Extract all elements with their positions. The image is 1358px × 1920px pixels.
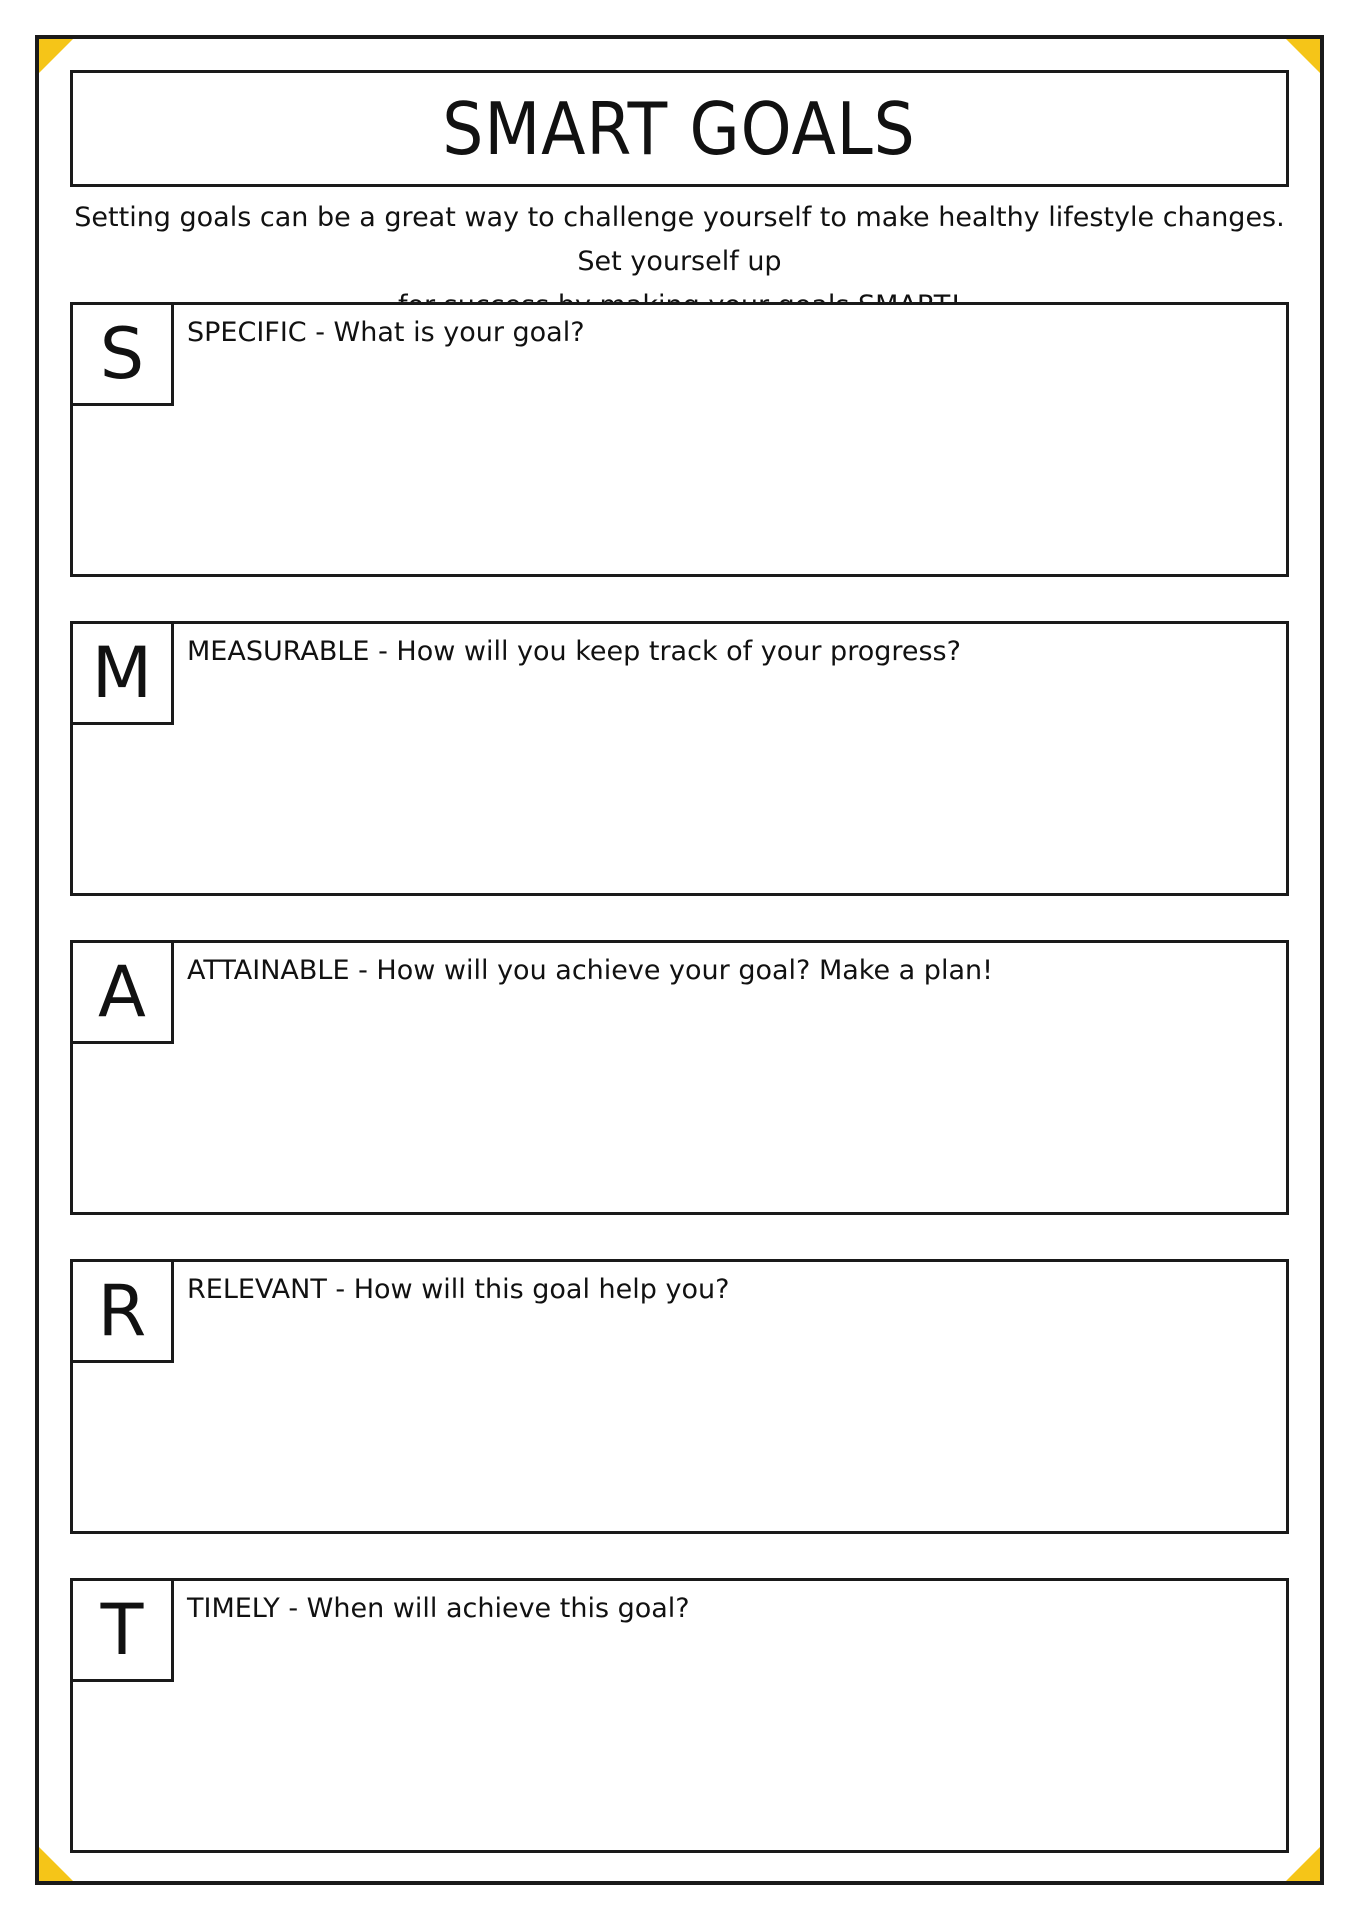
corner-decoration-bottom-left <box>39 1847 73 1881</box>
section-timely <box>70 1578 1289 1853</box>
letter-box-m: M <box>70 621 174 725</box>
page-title: SMART GOALS <box>442 86 917 171</box>
answer-area-measurable[interactable] <box>183 684 1276 883</box>
prompt-specific: SPECIFIC - What is your goal? <box>187 317 585 348</box>
letter-box-r: R <box>70 1259 174 1363</box>
section-measurable <box>70 621 1289 896</box>
letter-box-s: S <box>70 302 174 406</box>
corner-decoration-bottom-right <box>1286 1847 1320 1881</box>
corner-decoration-top-left <box>39 39 73 73</box>
letter-box-t: T <box>70 1578 174 1682</box>
prompt-attainable: ATTAINABLE - How will you achieve your goal? Make a plan! <box>187 955 993 986</box>
prompt-relevant: RELEVANT - How will this goal help you? <box>187 1274 730 1305</box>
section-specific <box>70 302 1289 577</box>
section-attainable <box>70 940 1289 1215</box>
section-relevant <box>70 1259 1289 1534</box>
answer-area-relevant[interactable] <box>183 1322 1276 1521</box>
prompt-measurable: MEASURABLE - How will you keep track of your progress? <box>187 636 961 667</box>
corner-decoration-top-right <box>1286 39 1320 73</box>
letter-box-a: A <box>70 940 174 1044</box>
title-box <box>70 70 1289 187</box>
intro-line-1: Setting goals can be a great way to challenge yourself to make healthy lifestyle changes. Set yourself up <box>74 202 1285 277</box>
answer-area-specific[interactable] <box>183 365 1276 564</box>
prompt-timely: TIMELY - When will achieve this goal? <box>187 1593 690 1624</box>
answer-area-timely[interactable] <box>183 1641 1276 1840</box>
answer-area-attainable[interactable] <box>183 1003 1276 1202</box>
